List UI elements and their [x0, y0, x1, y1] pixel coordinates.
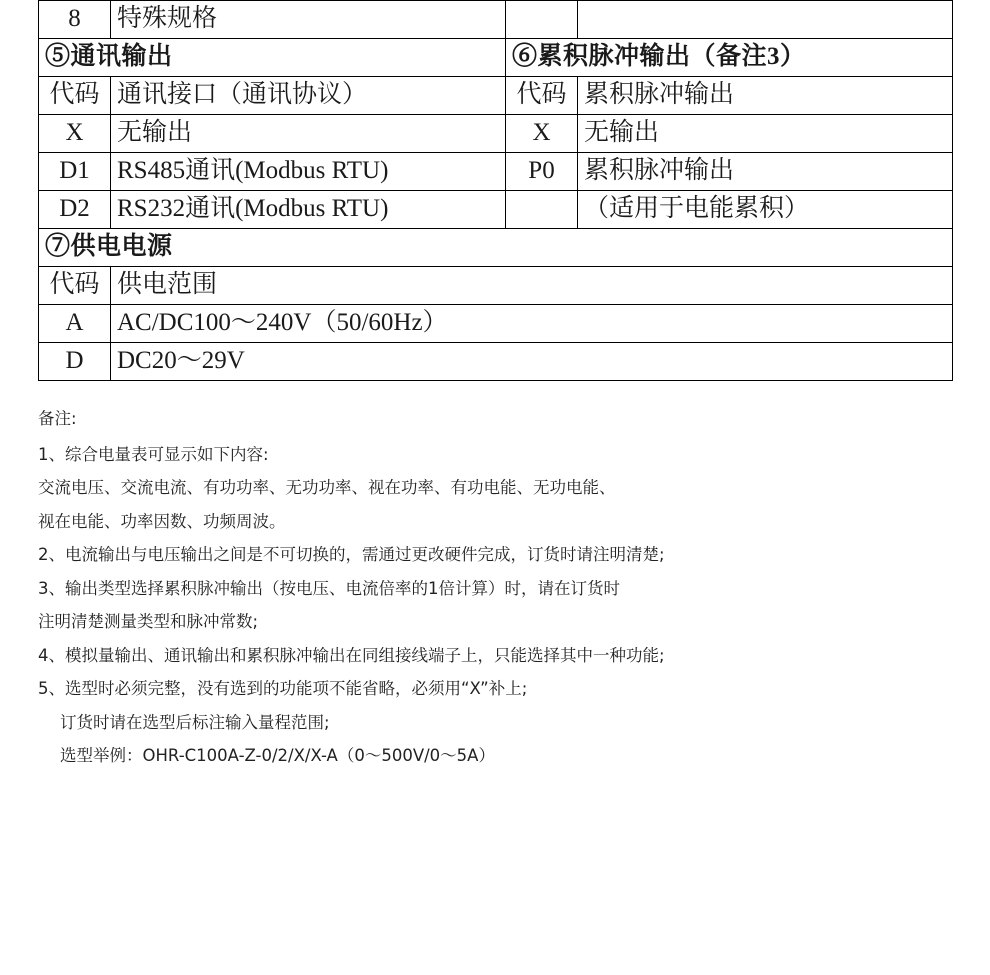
table-row: [39, 343, 953, 381]
note-line: 5、选型时必须完整，没有选到的功能项不能省略，必须用“X”补上;: [38, 679, 528, 698]
column-header-row: [39, 77, 953, 115]
cell-desc: 无输出: [578, 115, 953, 153]
cell-desc: 无输出: [111, 115, 506, 153]
cell-desc: DC20～29V: [111, 343, 953, 381]
section7-header: ⑦供电电源: [39, 229, 953, 267]
note-line: 选型举例：OHR-C100A-Z-0/2/X/X-A（0～500V/0～5A）: [60, 746, 495, 765]
note-line: 订货时请在选型后标注输入量程范围;: [60, 712, 330, 732]
table-row: [39, 153, 953, 191]
cell-desc: RS232通讯(Modbus RTU): [111, 191, 506, 229]
note-line: 1、综合电量表可显示如下内容:: [38, 444, 269, 464]
specification-table: [38, 0, 953, 381]
table-row: [39, 191, 953, 229]
cell-code: 8: [39, 1, 111, 39]
section6-col-code: 代码: [506, 77, 578, 115]
note-line: 2、电流输出与电压输出之间是不可切换的，需通过更改硬件完成，订货时请注明清楚;: [38, 545, 665, 564]
cell-desc: RS485通讯(Modbus RTU): [111, 153, 506, 191]
note-line: 3、输出类型选择累积脉冲输出（按电压、电流倍率的1倍计算）时，请在订货时: [38, 578, 620, 598]
section5-col-code: 代码: [39, 77, 111, 115]
cell-code: X: [39, 115, 111, 153]
notes-title: 备注:: [38, 409, 77, 428]
cell-desc: AC/DC100～240V（50/60Hz）: [111, 305, 953, 343]
section-header-row: [39, 39, 953, 77]
cell-code: A: [39, 305, 111, 343]
cell-desc: 累积脉冲输出: [578, 153, 953, 191]
cell-blank: [578, 1, 953, 39]
note-line: 注明清楚测量类型和脉冲常数;: [38, 612, 259, 631]
section7-col-code: 代码: [39, 267, 111, 305]
section7-col-desc: 供电范围: [111, 267, 953, 305]
section6-header: ⑥累积脉冲输出（备注3）: [506, 39, 953, 77]
column-header-row: [39, 267, 953, 305]
cell-desc: 特殊规格: [111, 1, 506, 39]
notes-section: [38, 411, 952, 765]
note-line: 视在电能、功率因数、功频周波。: [38, 511, 286, 531]
cell-code: X: [506, 115, 578, 153]
section5-header: ⑤通讯输出: [39, 39, 506, 77]
cell-code: [506, 191, 578, 229]
table-row: [39, 115, 953, 153]
cell-code: D2: [39, 191, 111, 229]
cell-code: P0: [506, 153, 578, 191]
section5-col-desc: 通讯接口（通讯协议）: [111, 77, 506, 115]
table-row: [39, 1, 953, 39]
note-line: 4、模拟量输出、通讯输出和累积脉冲输出在同组接线端子上，只能选择其中一种功能;: [38, 645, 665, 665]
section6-col-desc: 累积脉冲输出: [578, 77, 953, 115]
section-header-row: [39, 229, 953, 267]
cell-blank: [506, 1, 578, 39]
note-line: 交流电压、交流电流、有功功率、无功功率、视在功率、有功电能、无功电能、: [38, 478, 616, 497]
cell-code: D: [39, 343, 111, 381]
table-row: [39, 305, 953, 343]
cell-code: D1: [39, 153, 111, 191]
cell-desc: （适用于电能累积）: [578, 191, 953, 229]
